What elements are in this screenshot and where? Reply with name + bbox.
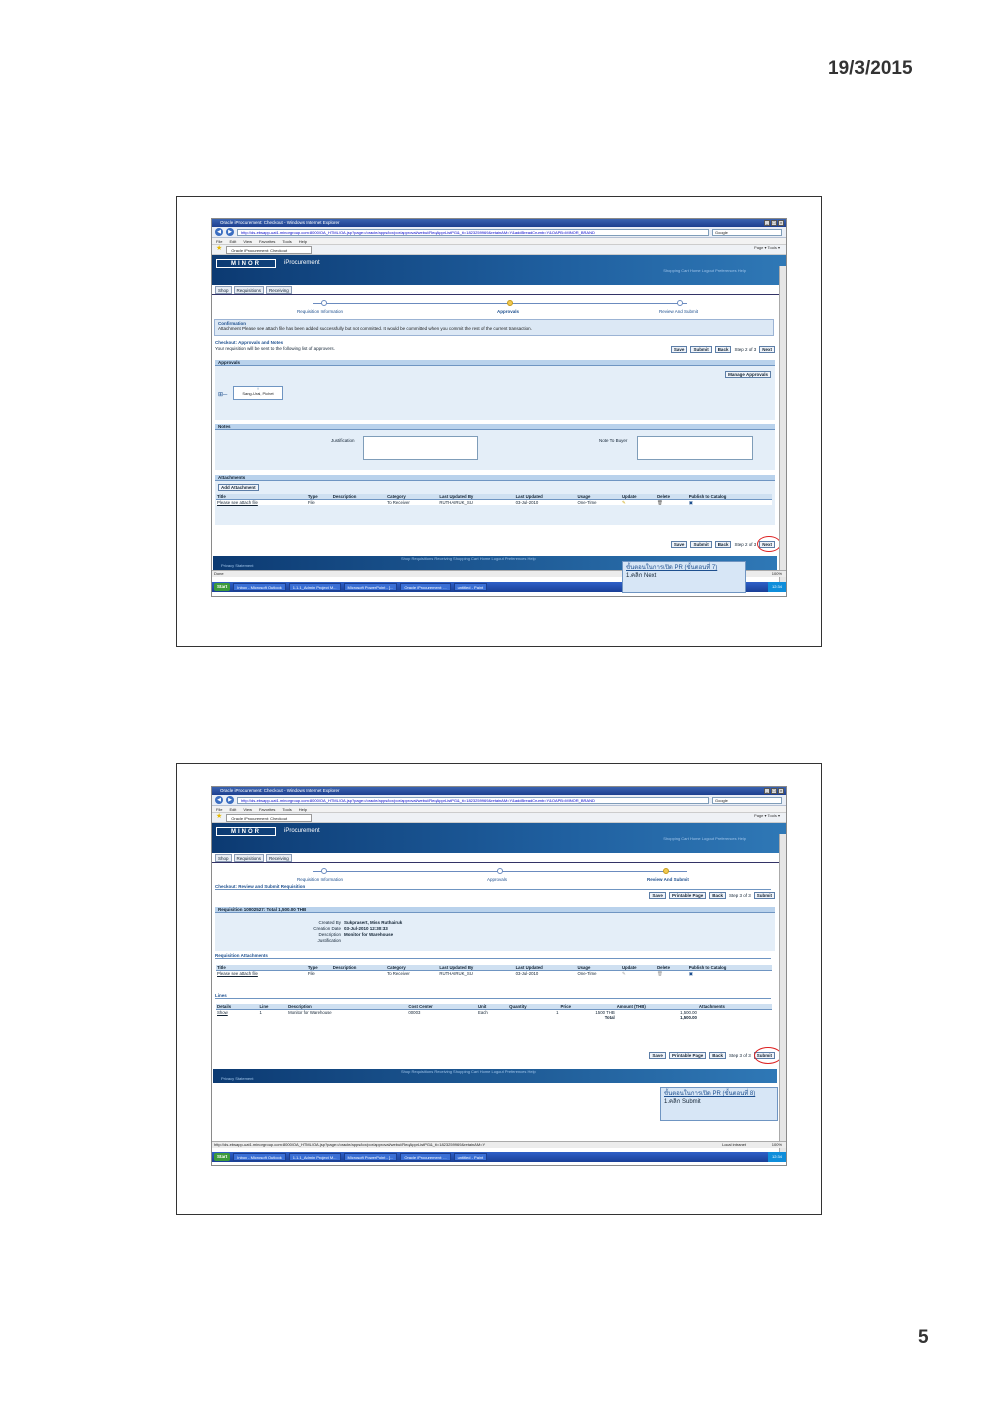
- train-step-1-label[interactable]: Requisition Information: [297, 877, 344, 882]
- col-type: Type: [307, 494, 332, 500]
- taskbar-clock: 12:34: [768, 1152, 786, 1162]
- app-tabs: [212, 853, 786, 863]
- approvals-header: Approvals: [215, 360, 775, 366]
- col-description: Description: [332, 965, 386, 971]
- menu-bar: [212, 806, 786, 813]
- forward-icon[interactable]: ▶: [226, 796, 234, 804]
- save-button[interactable]: Save: [649, 892, 666, 899]
- detail-label-description: Description: [318, 931, 341, 937]
- menu-favorites[interactable]: Favorites: [258, 807, 276, 812]
- attachment-updated-by: RUTHAIRUK_SU: [438, 500, 514, 506]
- back-icon[interactable]: ◀: [215, 228, 223, 236]
- footer-links[interactable]: Shop Requisitions Receiving Shopping Cart Home Logout Preferences Help: [401, 556, 536, 561]
- taskbar-item-powerpoint[interactable]: Microsoft PowerPoint - [...: [344, 1153, 398, 1161]
- attachment-description: [332, 971, 386, 977]
- top-button-bar: [671, 346, 775, 353]
- confirmation-title: Confirmation: [218, 321, 246, 326]
- publish-icon[interactable]: ▣: [688, 971, 772, 977]
- page-date: 19/3/2015: [828, 58, 913, 79]
- train-step-1-dot: [321, 300, 327, 306]
- page-content: [213, 864, 777, 1084]
- add-attachment-button[interactable]: Add Attachment: [218, 484, 259, 491]
- table-row: [216, 971, 772, 977]
- menu-edit[interactable]: Edit: [229, 807, 237, 812]
- col-last-updated-by: Last Updated By: [438, 494, 514, 500]
- approver-person-icon: ♀: [256, 386, 260, 391]
- attachment-updated-by: RUTHAIRUK_SU: [438, 971, 514, 977]
- lines-table: [216, 1004, 772, 1020]
- attachment-type: File: [307, 500, 332, 506]
- col-update: Update: [621, 965, 656, 971]
- step-indicator-bottom: Step 2 of 3: [734, 541, 757, 547]
- attachment-description: [332, 500, 386, 506]
- toolbar-tools[interactable]: Page ▾ Tools ▾: [754, 245, 780, 250]
- address-bar[interactable]: http://ds-ebsapp-uat1.minorgroup.com:8000/OA_HTML/OA.jsp?page=/oracle/apps/icx/por/approval/webui/ReqApprListPG&_ti=1823259969&retainAM=Y&addBreadCrumb=Y&OAPB=MINOR_BRAND: [237, 229, 709, 236]
- confirmation-text: Attachment Please see attach file has been added successfully but not committed. It would be committed when you commit the rest of the current transaction.: [218, 326, 532, 332]
- zoom-level[interactable]: 100%: [771, 1142, 782, 1147]
- attachments-table: [216, 965, 772, 976]
- menu-help[interactable]: Help: [298, 807, 307, 812]
- tab-receiving[interactable]: Receiving: [266, 854, 292, 862]
- line-amount: 1,500.00: [616, 1010, 698, 1016]
- next-button[interactable]: Next: [759, 346, 775, 353]
- col-publish: Publish to Catalog: [688, 965, 772, 971]
- global-links[interactable]: Shopping Cart Home Logout Preferences Help: [663, 268, 746, 273]
- tab-receiving[interactable]: Receiving: [266, 286, 292, 294]
- footer-links[interactable]: Shop Requisitions Receiving Shopping Cart Home Logout Preferences Help: [401, 1069, 536, 1074]
- col-last-updated-by: Last Updated By: [438, 965, 514, 971]
- browser-tab[interactable]: Oracle iProcurement: Checkout: [226, 246, 312, 254]
- col-usage: Usage: [577, 965, 621, 971]
- trash-icon[interactable]: 🗑: [656, 971, 688, 977]
- train-step-3-label[interactable]: Review And Submit: [659, 309, 699, 314]
- instruction-callout: [660, 1087, 778, 1121]
- scrollbar[interactable]: [779, 834, 786, 1155]
- close-icon[interactable]: ×: [779, 220, 783, 225]
- lines-header: Lines: [215, 993, 771, 999]
- pencil-icon[interactable]: ✎: [621, 500, 656, 506]
- train-step-3-dot: [677, 300, 683, 306]
- page-content: [213, 296, 777, 556]
- line-quantity: 1: [508, 1010, 559, 1016]
- top-button-bar: [649, 892, 775, 899]
- line-number: 1: [259, 1010, 288, 1016]
- favorites-star-icon[interactable]: ★: [216, 813, 223, 821]
- col-usage: Usage: [577, 494, 621, 500]
- taskbar-item-paint[interactable]: untitled - Paint: [454, 583, 488, 591]
- menu-file[interactable]: File: [216, 239, 223, 244]
- col-title: Title: [216, 965, 307, 971]
- menu-view[interactable]: View: [243, 807, 252, 812]
- requisition-header: Requisition 10002527: Total 1,500.00 THB: [215, 907, 775, 913]
- submit-button[interactable]: Submit: [690, 346, 711, 353]
- col-attachments: Attachments: [698, 1004, 772, 1010]
- col-delete: Delete: [656, 494, 688, 500]
- app-name: iProcurement: [284, 260, 320, 266]
- tab-shop[interactable]: Shop: [215, 854, 232, 862]
- step-indicator: Step 2 of 3: [734, 346, 757, 352]
- table-row: [216, 500, 772, 506]
- taskbar-item-powerpoint[interactable]: Microsoft PowerPoint - [...: [344, 583, 398, 591]
- minimize-icon[interactable]: _: [765, 220, 769, 225]
- app-tabs: [212, 285, 786, 295]
- taskbar-item-outlook[interactable]: Inbox - Microsoft Outlook: [233, 1153, 285, 1161]
- menu-tools[interactable]: Tools: [282, 239, 292, 244]
- window-titlebar: [212, 787, 786, 795]
- train-step-2-dot: [507, 300, 513, 306]
- menu-view[interactable]: View: [243, 239, 252, 244]
- window-title: Oracle iProcurement: Checkout - Windows Internet Explorer: [220, 788, 340, 793]
- col-type: Type: [307, 965, 332, 971]
- checkout-train: [213, 864, 777, 886]
- total-value: 1,500.00: [616, 1015, 698, 1020]
- detail-label-creation-date: Creation Date: [313, 925, 341, 931]
- search-input[interactable]: Google: [712, 229, 782, 236]
- line-description: Monitor for Warehouse: [287, 1010, 407, 1016]
- attachment-type: File: [307, 971, 332, 977]
- close-icon[interactable]: ×: [779, 788, 783, 793]
- menu-bar: [212, 238, 786, 245]
- col-title: Title: [216, 494, 307, 500]
- page-subtext: Your requisition will be sent to the following list of approvers.: [215, 346, 335, 351]
- app-name: iProcurement: [284, 828, 320, 834]
- justification-field[interactable]: [363, 436, 478, 460]
- printable-page-button[interactable]: Printable Page: [669, 892, 706, 899]
- global-links[interactable]: Shopping Cart Home Logout Preferences Help: [663, 836, 746, 841]
- back-button-bottom[interactable]: Back: [715, 541, 732, 548]
- trash-icon[interactable]: 🗑: [656, 500, 688, 506]
- status-url: http://ds-ebsapp-uat1.minorgroup.com:8000/OA_HTML/OA.jsp?page=/oracle/apps/icx/por/approval/webui/ReqApprListPG&_ti=1823259969&retainAM=Y: [214, 1142, 486, 1147]
- page-number: 5: [918, 1327, 929, 1348]
- submit-button-bottom[interactable]: Submit: [690, 541, 711, 548]
- train-step-2-dot: [497, 868, 503, 874]
- back-icon[interactable]: ◀: [215, 796, 223, 804]
- col-line-description: Description: [287, 1004, 407, 1010]
- col-last-updated: Last Updated: [515, 965, 577, 971]
- show-details-link[interactable]: Show: [216, 1010, 259, 1016]
- col-description: Description: [332, 494, 386, 500]
- tab-requisitions[interactable]: Requisitions: [234, 286, 265, 294]
- callout-step: 1.คลิก Submit: [664, 1099, 701, 1106]
- favorites-star-icon[interactable]: ★: [216, 245, 223, 253]
- attachment-usage: One-Time: [577, 500, 621, 506]
- taskbar-item-project[interactable]: 1.1.1_Admin Project M...: [289, 583, 341, 591]
- forward-icon[interactable]: ▶: [226, 228, 234, 236]
- app-banner: [212, 255, 786, 285]
- instruction-callout: [622, 561, 746, 593]
- toolbar-tools[interactable]: Page ▾ Tools ▾: [754, 813, 780, 818]
- col-details: Details: [216, 1004, 259, 1010]
- page-heading: Checkout: Approvals and Notes: [215, 340, 284, 345]
- security-zone: Local intranet: [721, 1142, 746, 1147]
- minor-logo: MINOR: [216, 827, 276, 836]
- menu-edit[interactable]: Edit: [229, 239, 237, 244]
- col-cost-center: Cost Center: [407, 1004, 477, 1010]
- scrollbar[interactable]: [779, 266, 786, 586]
- attachment-title-link[interactable]: Please see attach file: [216, 971, 307, 977]
- printable-page-button-bottom[interactable]: Printable Page: [669, 1052, 706, 1059]
- publish-icon[interactable]: ▣: [688, 500, 772, 506]
- confirmation-box: [214, 319, 774, 336]
- browser-tab[interactable]: Oracle iProcurement: Checkout: [226, 814, 312, 822]
- page-heading: Checkout: Review and Submit Requisition: [215, 884, 771, 890]
- note-to-buyer-label: Note To Buyer: [599, 438, 628, 443]
- slide-frame-1: [176, 196, 822, 647]
- col-category: Category: [386, 494, 438, 500]
- attachment-category: To Receiver: [386, 500, 438, 506]
- detail-labels: [273, 920, 341, 943]
- step-indicator: Step 3 of 3: [728, 892, 751, 898]
- col-quantity: Quantity: [508, 1004, 559, 1010]
- justification-label: Justification: [331, 438, 355, 443]
- detail-value-creation-date: 03-Jul-2010 12:30:33: [344, 925, 388, 931]
- taskbar-item-project[interactable]: 1.1.1_Admin Project M...: [289, 1153, 341, 1161]
- screenshot-review-submit: [211, 786, 787, 1166]
- save-button[interactable]: Save: [671, 346, 688, 353]
- col-amount: Amount (THB): [616, 1004, 698, 1010]
- notes-header: Notes: [215, 424, 775, 430]
- menu-help[interactable]: Help: [298, 239, 307, 244]
- col-category: Category: [386, 965, 438, 971]
- requisition-attachments-header: Requisition Attachments: [215, 953, 771, 959]
- detail-values: [344, 920, 402, 938]
- back-button-bottom[interactable]: Back: [709, 1052, 726, 1059]
- window-title: Oracle iProcurement: Checkout - Windows Internet Explorer: [220, 220, 340, 225]
- taskbar-item-outlook[interactable]: Inbox - Microsoft Outlook: [233, 583, 285, 591]
- search-input[interactable]: Google: [712, 797, 782, 804]
- minimize-icon[interactable]: _: [765, 788, 769, 793]
- footer-band: [213, 1069, 777, 1083]
- slide-frame-2: [176, 763, 822, 1215]
- submit-button-bottom[interactable]: Submit: [754, 1052, 775, 1059]
- approver-node[interactable]: [233, 386, 283, 400]
- status-bar: [212, 1141, 786, 1148]
- col-last-updated: Last Updated: [515, 494, 577, 500]
- save-button-bottom[interactable]: Save: [671, 541, 688, 548]
- maximize-icon[interactable]: □: [772, 788, 776, 793]
- total-label: Total: [560, 1015, 616, 1020]
- detail-value-description: Monitor for Warehouse: [344, 931, 394, 937]
- status-text: Done: [214, 571, 224, 576]
- detail-value-created-by: Sukprasert, Miss Ruthairuk: [344, 920, 403, 925]
- save-button-bottom[interactable]: Save: [649, 1052, 666, 1059]
- menu-favorites[interactable]: Favorites: [258, 239, 276, 244]
- start-button[interactable]: Start: [214, 1153, 230, 1161]
- approval-tree-icon[interactable]: ⊞─: [218, 392, 228, 398]
- app-banner: [212, 823, 786, 853]
- taskbar-item-paint[interactable]: untitled - Paint: [454, 1153, 488, 1161]
- minor-logo: MINOR: [216, 259, 276, 268]
- taskbar-item-oracle[interactable]: Oracle iProcurement: ...: [400, 1153, 450, 1161]
- highlight-circle: [754, 1047, 782, 1064]
- total-row: [216, 1015, 772, 1020]
- train-step-2-label[interactable]: Approvals: [487, 877, 508, 882]
- train-step-3-label: Review And Submit: [647, 877, 689, 882]
- address-bar[interactable]: http://ds-ebsapp-uat1.minorgroup.com:8000/OA_HTML/OA.jsp?page=/oracle/apps/icx/por/approval/webui/ReqApprListPG&_ti=1823259969&retainAM=Y&addBreadCrumb=Y&OAPB=MINOR_BRAND: [237, 797, 709, 804]
- add-attachment-bar: [218, 484, 259, 491]
- col-price: Price: [560, 1004, 616, 1010]
- taskbar: [212, 1152, 786, 1162]
- attachment-title-link[interactable]: Please see attach file: [216, 500, 307, 506]
- highlight-circle: [757, 536, 781, 552]
- line-unit: Each: [477, 1010, 508, 1016]
- window-titlebar: [212, 219, 786, 227]
- col-publish: Publish to Catalog: [688, 494, 772, 500]
- screenshot-approvals: [211, 218, 787, 597]
- callout-title: ขั้นตอนในการเปิด PR (ขั้นตอนที่ 8): [664, 1091, 756, 1097]
- tab-shop[interactable]: Shop: [215, 286, 232, 294]
- col-line: Line: [259, 1004, 288, 1010]
- col-update: Update: [621, 494, 656, 500]
- menu-tools[interactable]: Tools: [282, 807, 292, 812]
- callout-title: ขั้นตอนในการเปิด PR (ขั้นตอนที่ 7): [626, 565, 718, 571]
- train-step-1-label[interactable]: Requisition Information: [297, 309, 344, 314]
- taskbar-clock: 12:34: [768, 582, 786, 592]
- privacy-link[interactable]: Privacy Statement: [221, 1076, 254, 1081]
- detail-label-justification: Justification: [317, 937, 341, 943]
- col-delete: Delete: [656, 965, 688, 971]
- attachment-category: To Receiver: [386, 971, 438, 977]
- manage-approvals-bar: [725, 371, 771, 378]
- start-button[interactable]: Start: [214, 583, 230, 591]
- back-button[interactable]: Back: [715, 346, 732, 353]
- manage-approvals-button[interactable]: Manage Approvals: [725, 371, 771, 378]
- approver-name: Sang-Urai, Pichet: [242, 390, 274, 396]
- attachments-table: [216, 494, 772, 505]
- attachment-usage: One-Time: [577, 971, 621, 977]
- col-unit: Unit: [477, 1004, 508, 1010]
- taskbar-item-oracle[interactable]: Oracle iProcurement: ...: [400, 583, 450, 591]
- note-to-buyer-field[interactable]: [637, 436, 753, 460]
- attachment-updated: 03-Jul-2010: [515, 971, 577, 977]
- train-step-3-dot: [663, 868, 669, 874]
- attachments-header: Attachments: [215, 475, 775, 481]
- attachment-updated: 03-Jul-2010: [515, 500, 577, 506]
- line-cost-center: 00003: [407, 1010, 477, 1016]
- callout-step: 1.คลิก Next: [626, 573, 657, 580]
- line-price: 1500 THB: [560, 1010, 616, 1016]
- train-step-2-label: Approvals: [497, 309, 520, 314]
- pencil-icon[interactable]: ✎: [621, 971, 656, 977]
- checkout-train: [213, 296, 777, 318]
- maximize-icon[interactable]: □: [772, 220, 776, 225]
- approvals-section: [215, 366, 775, 420]
- next-button-bottom[interactable]: Next: [759, 541, 775, 548]
- detail-label-created-by: Created By: [318, 920, 341, 925]
- back-button[interactable]: Back: [709, 892, 726, 899]
- tab-requisitions[interactable]: Requisitions: [234, 854, 265, 862]
- zoom-level[interactable]: 100%: [771, 571, 782, 576]
- privacy-link[interactable]: Privacy Statement: [221, 563, 254, 568]
- menu-file[interactable]: File: [216, 807, 223, 812]
- step-indicator-bottom: Step 3 of 3: [728, 1052, 751, 1058]
- train-step-1-dot: [321, 868, 327, 874]
- submit-button[interactable]: Submit: [754, 892, 775, 899]
